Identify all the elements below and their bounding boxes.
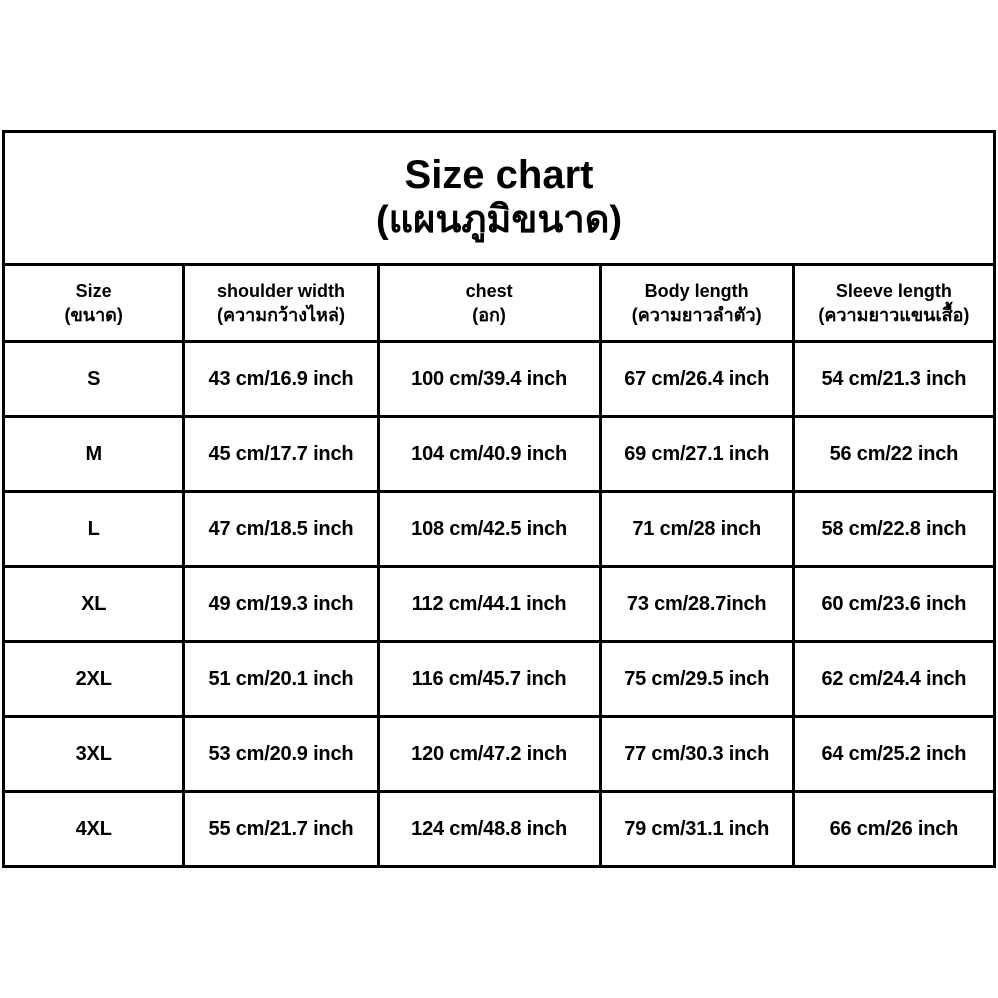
header-shoulder-width-thai: (ความกว้างไหล่): [216, 305, 345, 325]
table-row-l: [4, 492, 995, 567]
chart-title-english: Size chart: [404, 153, 594, 198]
header-size: [4, 265, 184, 342]
size-chart-table: [2, 130, 996, 868]
table-row-xl: [4, 567, 995, 642]
header-shoulder-width-english: shoulder width: [216, 280, 345, 301]
header-row: [4, 265, 995, 342]
cell-chest: 104 cm/40.9 inch: [378, 417, 600, 492]
cell-body-length: 71 cm/28 inch: [600, 492, 793, 567]
header-shoulder-width: [184, 265, 378, 342]
chart-title: [4, 132, 995, 265]
header-body-length: [600, 265, 793, 342]
cell-body-length: 77 cm/30.3 inch: [600, 717, 793, 792]
header-size-english: Size: [75, 280, 112, 301]
cell-chest: 116 cm/45.7 inch: [378, 642, 600, 717]
header-size-thai: (ขนาด): [64, 305, 123, 325]
cell-chest: 108 cm/42.5 inch: [378, 492, 600, 567]
cell-size: S: [4, 342, 184, 417]
table-row-2xl: [4, 642, 995, 717]
table-row-m: [4, 417, 995, 492]
header-sleeve-length: [793, 265, 994, 342]
table-row-s: [4, 342, 995, 417]
cell-sleeve-length: 66 cm/26 inch: [793, 792, 994, 867]
cell-sleeve-length: 62 cm/24.4 inch: [793, 642, 994, 717]
cell-shoulder-width: 49 cm/19.3 inch: [184, 567, 378, 642]
cell-body-length: 73 cm/28.7inch: [600, 567, 793, 642]
header-body-length-english: Body length: [644, 280, 749, 301]
cell-shoulder-width: 43 cm/16.9 inch: [184, 342, 378, 417]
cell-sleeve-length: 64 cm/25.2 inch: [793, 717, 994, 792]
cell-body-length: 69 cm/27.1 inch: [600, 417, 793, 492]
cell-body-length: 75 cm/29.5 inch: [600, 642, 793, 717]
cell-shoulder-width: 51 cm/20.1 inch: [184, 642, 378, 717]
cell-sleeve-length: 54 cm/21.3 inch: [793, 342, 994, 417]
table-row-3xl: [4, 717, 995, 792]
cell-size: 4XL: [4, 792, 184, 867]
title-row: [4, 132, 995, 265]
cell-body-length: 79 cm/31.1 inch: [600, 792, 793, 867]
cell-chest: 120 cm/47.2 inch: [378, 717, 600, 792]
cell-shoulder-width: 55 cm/21.7 inch: [184, 792, 378, 867]
cell-sleeve-length: 60 cm/23.6 inch: [793, 567, 994, 642]
header-chest-thai: (อก): [472, 305, 506, 325]
cell-size: 3XL: [4, 717, 184, 792]
cell-shoulder-width: 47 cm/18.5 inch: [184, 492, 378, 567]
header-chest: [378, 265, 600, 342]
header-chest-english: chest: [465, 280, 513, 301]
cell-size: M: [4, 417, 184, 492]
header-sleeve-length-english: Sleeve length: [835, 280, 952, 301]
cell-body-length: 67 cm/26.4 inch: [600, 342, 793, 417]
cell-chest: 124 cm/48.8 inch: [378, 792, 600, 867]
cell-chest: 112 cm/44.1 inch: [378, 567, 600, 642]
cell-size: 2XL: [4, 642, 184, 717]
cell-shoulder-width: 53 cm/20.9 inch: [184, 717, 378, 792]
table-row-4xl: [4, 792, 995, 867]
header-sleeve-length-thai: (ความยาวแขนเสื้อ): [818, 305, 970, 325]
header-body-length-thai: (ความยาวลำตัว): [631, 305, 762, 325]
cell-chest: 100 cm/39.4 inch: [378, 342, 600, 417]
cell-sleeve-length: 58 cm/22.8 inch: [793, 492, 994, 567]
cell-size: L: [4, 492, 184, 567]
cell-size: XL: [4, 567, 184, 642]
chart-title-thai: (แผนภูมิขนาด): [375, 199, 623, 242]
cell-shoulder-width: 45 cm/17.7 inch: [184, 417, 378, 492]
cell-sleeve-length: 56 cm/22 inch: [793, 417, 994, 492]
